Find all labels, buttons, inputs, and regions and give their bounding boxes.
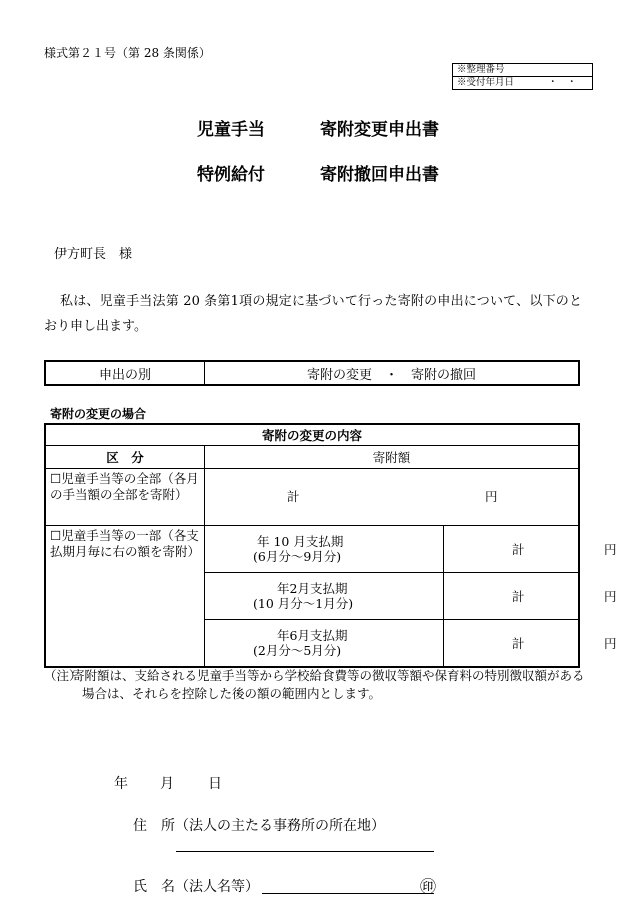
change-section-label: 寄附の変更の場合: [50, 407, 147, 421]
period-oct-amount: [444, 526, 617, 573]
col-category: 区 分: [45, 446, 205, 469]
note-text: 寄附額は、支給される児童手当等から学校給食費等の徴収等額や保育料の特別徴収額がある場合は、それらを控除した後の額の範囲内とします。: [72, 668, 585, 701]
change-table: [44, 423, 617, 668]
request-type-value: 寄附の変更 ・ 寄附の撤回: [205, 361, 580, 385]
period-feb-name: 年2月支払期: [277, 581, 348, 596]
period-oct-yen: 円: [604, 542, 617, 557]
change-table-header: 寄附の変更の内容: [45, 424, 579, 446]
period-oct: [205, 526, 444, 573]
period-feb-yen: 円: [604, 589, 617, 604]
period-feb-amount: [444, 573, 617, 620]
name-line[interactable]: [262, 893, 434, 894]
row-all-kei: 計: [287, 489, 300, 504]
period-jun-kei: 計: [512, 636, 525, 651]
address-label: 住 所（法人の主たる事務所の所在地）: [133, 818, 385, 834]
note: [44, 667, 589, 703]
row-all-yen: 円: [485, 489, 498, 504]
row-all-amount: [205, 469, 580, 526]
col-amount: 寄附額: [205, 446, 580, 469]
period-feb-kei: 計: [512, 589, 525, 604]
period-jun-months: (2月分～5月分): [253, 643, 342, 658]
period-jun: [205, 620, 444, 668]
period-feb-months: (10 月分～1月分): [253, 596, 354, 611]
body-text: 私は、児童手当法第 20 条第1項の規定に基づいて行った寄附の申出について、以下のとおり申し出ます。: [44, 294, 582, 334]
row-all-label: ☐児童手当等の全部（各月の手当額の全部を寄附）: [45, 469, 205, 526]
period-feb: [205, 573, 444, 620]
ref-number: ※整理番号: [457, 64, 505, 75]
request-type-label: 申出の別: [45, 361, 205, 385]
name-label: 氏 名（法人名等）: [133, 879, 259, 895]
address-line[interactable]: [176, 851, 434, 852]
ref-date: [453, 76, 592, 89]
ref-date-label: ※受付年月日: [457, 77, 515, 88]
period-oct-months: (6月分～9月分): [253, 549, 342, 564]
period-jun-amount: [444, 620, 617, 668]
row-part-label: ☐児童手当等の一部（各支払期月毎に右の額を寄附）: [45, 526, 205, 668]
period-jun-name: 年6月支払期: [277, 628, 348, 643]
date-day: 日: [208, 776, 222, 792]
title-withdraw-form: 寄附撤回申出書: [320, 165, 439, 185]
title-change-form: 寄附変更申出書: [320, 120, 439, 140]
period-jun-yen: 円: [604, 636, 617, 651]
form-number: 様式第２１号（第 28 条関係）: [44, 46, 211, 60]
title-special-benefit: 特例給付: [197, 165, 265, 185]
date-month: 月: [160, 776, 174, 792]
request-type-table: [44, 360, 580, 386]
ref-date-dots: ・ ・: [548, 77, 577, 88]
title-child-allowance: 児童手当: [197, 120, 265, 140]
period-oct-kei: 計: [512, 542, 525, 557]
reference-box: [452, 63, 593, 90]
date-year: 年: [114, 776, 128, 792]
period-oct-name: 年 10 月支払期: [257, 534, 344, 549]
addressee: 伊方町長 様: [54, 247, 133, 262]
note-mark: （注）: [44, 668, 82, 683]
seal-mark: ㊞: [420, 877, 437, 896]
